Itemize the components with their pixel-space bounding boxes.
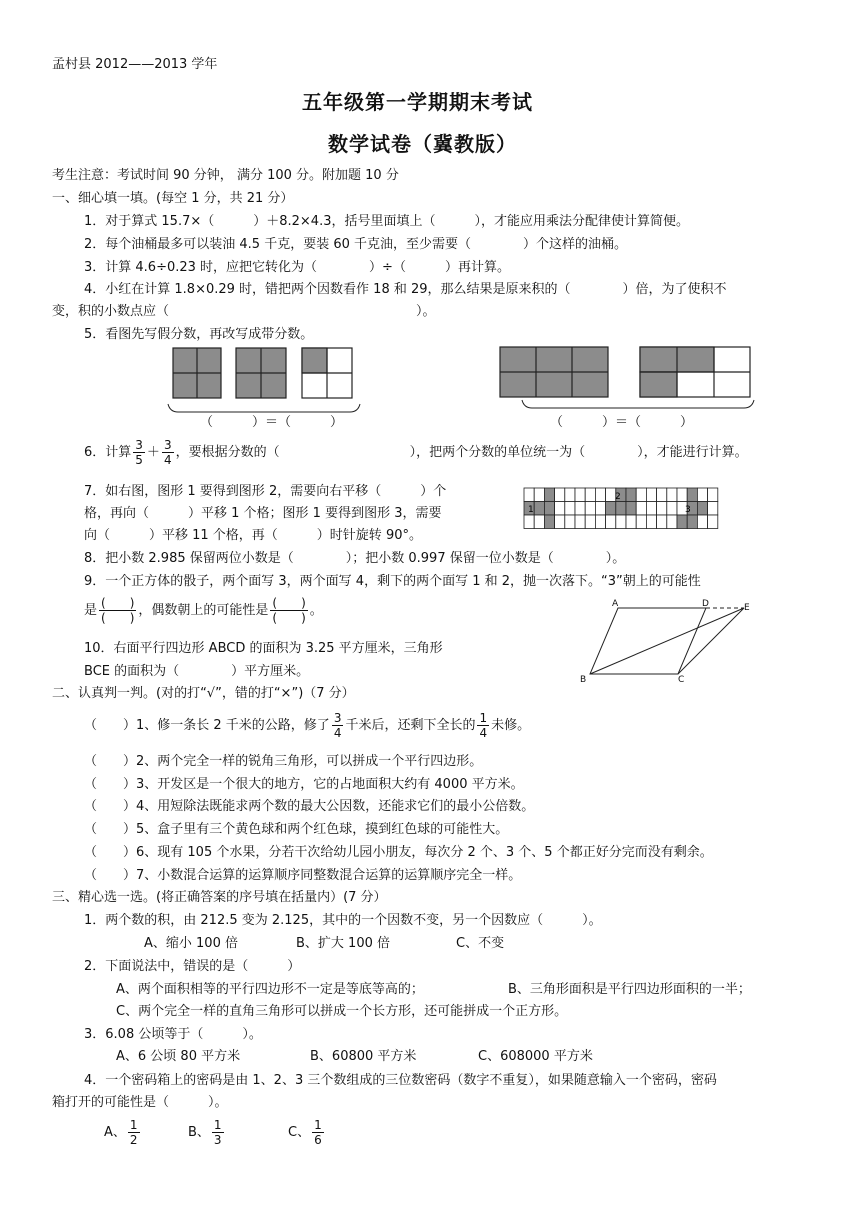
s2-item-6: （ ）6、现有 105 个水果，分若干次给幼儿园小朋友，每次分 2 个、3 个、5 个都正好分完而没有剩余。 <box>84 845 713 860</box>
q5-left-figures <box>168 346 358 408</box>
q9-pre: 是 <box>84 603 98 618</box>
grid-cell <box>565 515 575 529</box>
q5-left-blank: （ ）＝（ ） <box>200 415 344 430</box>
grid-cell <box>677 488 687 502</box>
q6-fraction-2: $\frac{3}{4}$ <box>163 438 172 467</box>
county-year: 孟村县 2012——2013 学年 <box>52 57 218 72</box>
grid-cell <box>544 488 554 502</box>
s3-q3-option-c: C、608000 平方米 <box>478 1049 593 1064</box>
s3-q4-option-a: A、 $\frac{1}{2}$ <box>104 1118 138 1147</box>
s2-i1-fraction-2: $\frac{1}{4}$ <box>479 711 488 740</box>
q5-right-brace <box>518 398 758 414</box>
grid-cell <box>575 502 585 516</box>
grid-cell <box>646 488 656 502</box>
vertex-D: D <box>702 599 709 609</box>
grid-cell <box>585 502 595 516</box>
grid-cell <box>575 515 585 529</box>
q5-right-blank: （ ）＝（ ） <box>550 415 694 430</box>
exam-notice: 考生注意：考试时间 90 分钟， 满分 100 分。附加题 10 分 <box>52 168 399 183</box>
grid-cell <box>636 502 646 516</box>
grid-cell <box>708 488 718 502</box>
s2-i1-fraction-1: $\frac{3}{4}$ <box>333 711 342 740</box>
parallelogram-figure <box>576 598 766 684</box>
s1-q4b: 变，积的小数点应（ ）。 <box>52 304 436 319</box>
s2-item-5: （ ）5、盒子里有三个黄色球和两个红色球，摸到红色球的可能性大。 <box>84 822 509 837</box>
grid-cell <box>555 502 565 516</box>
s3-q4-option-c: C、 $\frac{1}{6}$ <box>288 1118 322 1147</box>
grid-cell <box>687 488 697 502</box>
s2-item-4: （ ）4、用短除法既能求两个数的最大公因数，还能求它们的最小公倍数。 <box>84 799 535 814</box>
grid-cell <box>687 515 697 529</box>
grid-cell <box>565 502 575 516</box>
grid-cell <box>606 515 616 529</box>
grid-cell <box>595 515 605 529</box>
vertex-C: C <box>678 675 685 684</box>
s1-q10a: 10．右面平行四边形 ABCD 的面积为 3.25 平方厘米，三角形 <box>84 641 443 656</box>
grid-cell <box>636 515 646 529</box>
exam-subtitle: 数学试卷（冀教版） <box>328 132 517 156</box>
s3-q1-option-c: C、不变 <box>456 936 505 951</box>
grid-cell <box>575 488 585 502</box>
s3-q2: 2．下面说法中，错误的是（ ） <box>84 959 301 974</box>
grid-cell <box>544 515 554 529</box>
exam-title: 五年级第一学期期末考试 <box>302 90 533 114</box>
s3-q3-option-a: A、6 公顷 80 平方米 <box>116 1049 241 1064</box>
s1-q9b <box>84 596 323 625</box>
s3-q3-option-b: B、60800 平方米 <box>310 1049 417 1064</box>
q9-post: 。 <box>309 603 323 618</box>
grid-cell <box>626 502 636 516</box>
grid-cell <box>708 515 718 529</box>
s1-q4a: 4．小红在计算 1.8×0.29 时，错把两个因数看作 18 和 29，那么结果是原来积的（ ）倍，为了使积不 <box>84 282 727 297</box>
q9-blank-fraction-1: $\frac{( )}{( )}$ <box>101 596 135 625</box>
q9-mid: ，偶数朝上的可能性是 <box>138 603 269 618</box>
s1-q3: 3．计算 4.6÷0.23 时，应把它转化为（ ）÷（ ）再计算。 <box>84 260 510 275</box>
vertex-B: B <box>580 675 587 684</box>
s3-q2-option-a: A、两个面积相等的平行四边形不一定是等底等高的； <box>116 982 424 997</box>
grid-cell <box>626 515 636 529</box>
s3-q1-option-b: B、扩大 100 倍 <box>296 936 390 951</box>
grid-label-1: 1 <box>528 505 534 515</box>
grid-cell <box>657 502 667 516</box>
s2-i1-mid: 千米后，还剩下全长的 <box>345 718 476 733</box>
translation-grid <box>523 487 723 531</box>
vertex-A: A <box>612 599 619 609</box>
s1-q8: 8．把小数 2.985 保留两位小数是（ ）；把小数 0.997 保留一位小数是（ ）。 <box>84 551 626 566</box>
grid-cell <box>657 515 667 529</box>
grid-cell <box>646 502 656 516</box>
q6-plus: ＋ <box>146 445 160 460</box>
grid-cell <box>524 515 534 529</box>
grid-cell <box>585 488 595 502</box>
s3-q1: 1．两个数的积，由 212.5 变为 2.125，其中的一个因数不变，另一个因数应（ ）。 <box>84 913 602 928</box>
q6-pre: 6．计算 <box>84 445 132 460</box>
grid-cell <box>657 488 667 502</box>
grid-cell <box>606 502 616 516</box>
grid-cell <box>555 488 565 502</box>
section2-heading: 二、认真判一判。(对的打“√”，错的打“×”)（7 分） <box>52 686 355 701</box>
grid-cell <box>626 488 636 502</box>
s2-item-7: （ ）7、小数混合运算的运算顺序同整数混合运算的运算顺序完全一样。 <box>84 868 522 883</box>
q6-post: ，要根据分数的（ ），把两个分数的单位统一为（ ），才能进行计算。 <box>175 445 748 460</box>
grid-cell <box>646 515 656 529</box>
q9-blank-fraction-2: $\frac{( )}{( )}$ <box>272 596 306 625</box>
q6-fraction-1: $\frac{3}{5}$ <box>135 438 143 467</box>
grid-cell <box>697 515 707 529</box>
grid-cell <box>534 488 544 502</box>
grid-cell <box>667 515 677 529</box>
q5-right-figures <box>498 344 758 400</box>
s3-q4b: 箱打开的可能性是（ ）。 <box>52 1095 228 1110</box>
grid-label-3: 3 <box>685 505 691 515</box>
s3-q4a: 4．一个密码箱上的密码是由 1、2、3 三个数组成的三位数密码（数字不重复），如果随意输入一个密码，密码 <box>84 1073 717 1088</box>
grid-cell <box>677 515 687 529</box>
grid-cell <box>544 502 554 516</box>
grid-cell <box>595 502 605 516</box>
grid-cell <box>667 488 677 502</box>
s2-item-1 <box>84 711 530 740</box>
s1-q9a: 9．一个正方体的骰子，两个面写 3，两个面写 4，剩下的两个面写 1 和 2，抛一次落下。“3”朝上的可能性 <box>84 574 701 589</box>
grid-label-2: 2 <box>615 492 621 502</box>
section3-heading: 三、精心选一选。(将正确答案的序号填在括量内）(7 分） <box>52 890 387 905</box>
grid-cell <box>585 515 595 529</box>
s3-q3: 3．6.08 公顷等于（ ）。 <box>84 1027 262 1042</box>
s3-q1-option-a: A、缩小 100 倍 <box>144 936 238 951</box>
s1-q2: 2．每个油桶最多可以装油 4.5 千克，要装 60 千克油，至少需要（ ）个这样的油桶。 <box>84 237 628 252</box>
s2-i1-post: 未修。 <box>491 718 531 733</box>
s3-q2-option-c: C、两个完全一样的直角三角形可以拼成一个长方形，还可能拼成一个正方形。 <box>116 1004 568 1019</box>
s1-q7a: 7．如右图，图形 1 要得到图形 2，需要向右平移（ ）个 <box>84 484 447 499</box>
s1-q5: 5．看图先写假分数，再改写成带分数。 <box>84 327 314 342</box>
grid-cell <box>555 515 565 529</box>
grid-cell <box>697 502 707 516</box>
section1-heading: 一、细心填一填。(每空 1 分，共 21 分） <box>52 191 294 206</box>
grid-cell <box>524 488 534 502</box>
s1-q1: 1．对于算式 15.7×（ ）＋8.2×4.3，括号里面填上（ ），才能应用乘法分配律使计算简便。 <box>84 214 689 229</box>
grid-cell <box>697 488 707 502</box>
s2-i1-pre: （ ）1、修一条长 2 千米的公路，修了 <box>84 718 330 733</box>
grid-cell <box>534 515 544 529</box>
s1-q6 <box>84 438 748 467</box>
grid-cell <box>595 488 605 502</box>
grid-cell <box>616 515 626 529</box>
s2-item-2: （ ）2、两个完全一样的锐角三角形，可以拼成一个平行四边形。 <box>84 754 483 769</box>
grid-cell <box>667 502 677 516</box>
s1-q7b: 格，再向（ ）平移 1 个格；图形 1 要得到图形 3，需要 <box>84 506 442 521</box>
grid-cell <box>636 488 646 502</box>
grid-cell <box>708 502 718 516</box>
grid-cell <box>565 488 575 502</box>
s1-q7c: 向（ ）平移 11 个格，再（ ）时针旋转 90°。 <box>84 528 422 543</box>
s2-item-3: （ ）3、开发区是一个很大的地方，它的占地面积大约有 4000 平方米。 <box>84 777 524 792</box>
s1-q10b: BCE 的面积为（ ）平方厘米。 <box>84 664 310 679</box>
grid-cell <box>534 502 544 516</box>
vertex-E: E <box>744 603 750 613</box>
grid-cell <box>616 502 626 516</box>
s3-q2-option-b: B、三角形面积是平行四边形面积的一半； <box>508 982 751 997</box>
s3-q4-option-b: B、 $\frac{1}{3}$ <box>188 1118 222 1147</box>
